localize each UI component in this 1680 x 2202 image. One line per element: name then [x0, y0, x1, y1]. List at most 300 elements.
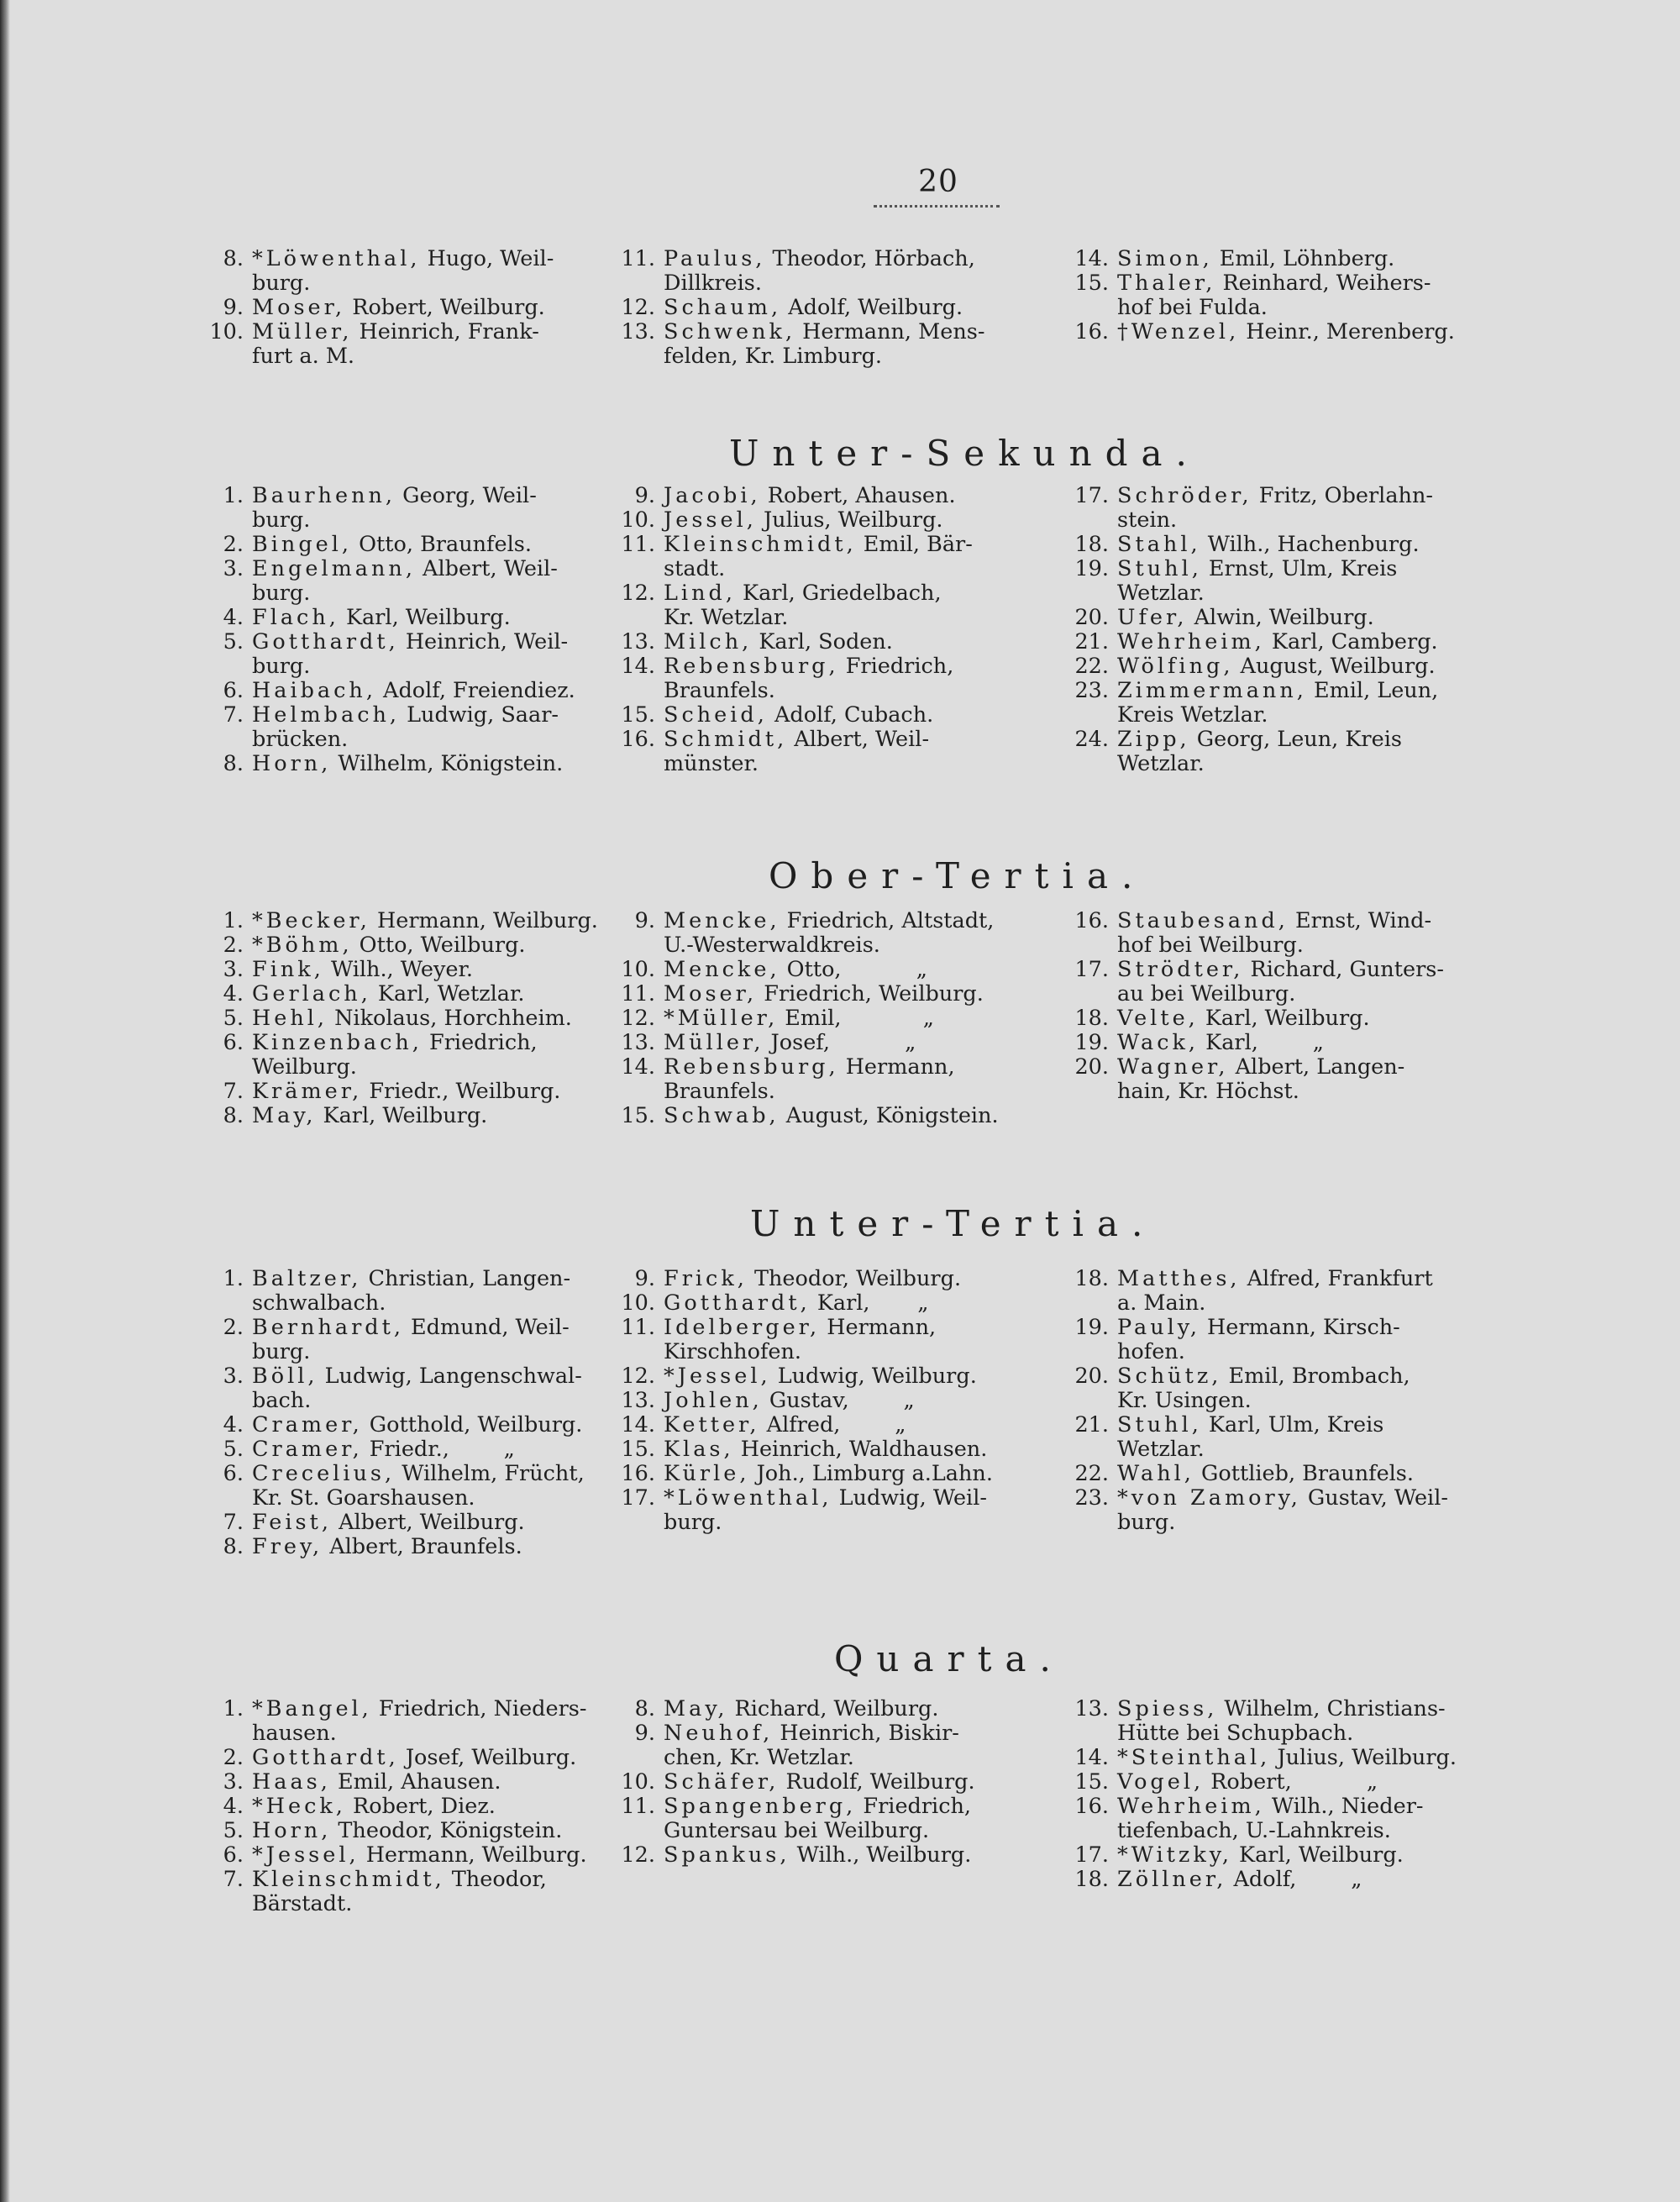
entry-surname: Moser, — [664, 981, 758, 1006]
entry-number: 1. — [223, 908, 244, 933]
entry-surname: *Löwenthal, — [664, 1485, 832, 1511]
entry-details: Alfred, „ — [759, 1412, 906, 1437]
entry-surname: Spiess, — [1117, 1696, 1218, 1721]
entry-number: 17. — [1074, 1842, 1109, 1868]
entry-surname: Stahl, — [1117, 532, 1201, 557]
entry-surname: Schütz, — [1117, 1364, 1222, 1389]
entry-details: Wilh., Nieder- — [1264, 1794, 1424, 1819]
entry-surname: Horn, — [252, 751, 332, 776]
entry-number: 12. — [621, 581, 655, 606]
entry-details: Reinhard, Weihers- — [1215, 271, 1431, 296]
entry-surname: Mencke, — [664, 957, 780, 982]
entry-surname: Müller, — [664, 1030, 764, 1055]
entry-surname: Scheid, — [664, 702, 768, 728]
entry-details: Ludwig, Weil- — [832, 1485, 987, 1511]
entry-surname: Bingel, — [252, 532, 352, 557]
entry-surname: *Löwenthal, — [252, 246, 421, 271]
entry-number: 14. — [1074, 1745, 1109, 1770]
entry-details: Hermann, Kirsch- — [1200, 1315, 1400, 1340]
entry-surname: Krämer, — [252, 1079, 363, 1104]
entry-details: Friedr., Weilburg. — [362, 1079, 561, 1104]
entry-details: Heinr., Merenberg. — [1239, 319, 1455, 344]
entry-number: 7. — [223, 702, 244, 728]
entry-continuation: Kr. St. Goarshausen. — [252, 1485, 475, 1511]
entry-details: Robert, Diez. — [345, 1794, 496, 1819]
entry-details: Adolf, „ — [1226, 1867, 1362, 1892]
entry-surname: Kürle, — [664, 1461, 750, 1486]
entry-continuation: hain, Kr. Höchst. — [1117, 1079, 1299, 1104]
entry-continuation: bach. — [252, 1388, 312, 1413]
entry-details: Karl, Soden. — [752, 629, 893, 654]
entry-number: 11. — [621, 532, 655, 557]
entry-details: Friedrich, Nieders- — [371, 1696, 587, 1721]
entry-details: Otto, „ — [780, 957, 927, 982]
entry-number: 12. — [621, 1842, 655, 1868]
entry-details: Joh., Limburg a.Lahn. — [749, 1461, 993, 1486]
entry-details: Karl, Weilburg. — [1231, 1842, 1404, 1868]
entry-surname: Wack, — [1117, 1030, 1200, 1055]
entry-surname: Frick, — [664, 1266, 748, 1291]
entry-number: 9. — [634, 1721, 655, 1746]
entry-number: 2. — [223, 1745, 244, 1770]
entry-continuation: hof bei Fulda. — [1117, 295, 1268, 320]
entry-number: 2. — [223, 532, 244, 557]
entry-surname: Zimmermann, — [1117, 678, 1307, 703]
entry-number: 15. — [621, 702, 655, 728]
entry-details: Karl, Ulm, Kreis — [1201, 1412, 1384, 1437]
entry-number: 16. — [1074, 1794, 1109, 1819]
entry-surname: Cramer, — [252, 1412, 363, 1437]
entry-number: 14. — [1074, 246, 1109, 271]
entry-number: 18. — [1074, 1006, 1109, 1031]
section-title-unter-tertia: Unter-Tertia. — [750, 1203, 1157, 1244]
entry-surname: Lind, — [664, 581, 736, 606]
entry-number: 8. — [634, 1696, 655, 1721]
entry-number: 8. — [223, 751, 244, 776]
entry-surname: Flach, — [252, 605, 339, 630]
entry-details: Richard, Weilburg. — [727, 1696, 939, 1721]
entry-number: 8. — [223, 1534, 244, 1559]
entry-continuation: schwalbach. — [252, 1290, 386, 1316]
entry-details: Emil, Bär- — [856, 532, 973, 557]
entry-details: Wilhelm, Frücht, — [395, 1461, 585, 1486]
entry-continuation: burg. — [252, 271, 311, 296]
entry-surname: Paulus, — [664, 246, 766, 271]
entry-details: Karl, Weilburg. — [1198, 1006, 1370, 1031]
entry-continuation: Wetzlar. — [1117, 751, 1205, 776]
entry-surname: Schwenk, — [664, 319, 796, 344]
entry-details: August, Weilburg. — [1233, 654, 1436, 679]
entry-surname: *Witzky, — [1117, 1842, 1232, 1868]
entry-details: Karl, Weilburg. — [316, 1103, 488, 1128]
entry-surname: Spangenberg, — [664, 1794, 857, 1819]
entry-surname: Pauly, — [1117, 1315, 1200, 1340]
entry-surname: Strödter, — [1117, 957, 1244, 982]
entry-number: 20. — [1074, 1364, 1109, 1389]
entry-number: 6. — [223, 1030, 244, 1055]
entry-surname: *Heck, — [252, 1794, 346, 1819]
entry-continuation: Bärstadt. — [252, 1891, 353, 1916]
entry-number: 19. — [1074, 556, 1109, 581]
entry-number: 1. — [223, 1266, 244, 1291]
entry-surname: Jessel, — [664, 507, 757, 533]
entry-continuation: Guntersau bei Weilburg. — [664, 1818, 930, 1843]
entry-surname: Böll, — [252, 1364, 318, 1389]
entry-number: 17. — [1074, 483, 1109, 508]
entry-number: 11. — [621, 1315, 655, 1340]
entry-continuation: Hütte bei Schupbach. — [1117, 1721, 1354, 1746]
entry-continuation: Weilburg. — [252, 1054, 357, 1080]
entry-surname: Gerlach, — [252, 981, 371, 1006]
entry-details: Karl, „ — [810, 1290, 929, 1316]
entry-number: 20. — [1074, 605, 1109, 630]
entry-continuation: chen, Kr. Wetzlar. — [664, 1745, 854, 1770]
entry-details: Ernst, Ulm, Kreis — [1201, 556, 1398, 581]
entry-details: Friedrich, — [838, 654, 954, 679]
entry-surname: Spankus, — [664, 1842, 790, 1868]
entry-details: Ludwig, Weilburg. — [770, 1364, 977, 1389]
entry-number: 11. — [621, 981, 655, 1006]
entry-surname: Schaum, — [664, 295, 782, 320]
entry-continuation: Braunfels. — [664, 1079, 775, 1104]
entry-number: 14. — [621, 654, 655, 679]
entry-continuation: furt a. M. — [252, 344, 355, 369]
section-title-ober-tertia: Ober-Tertia. — [769, 855, 1147, 896]
entry-number: 24. — [1074, 727, 1109, 752]
entry-surname: Gotthardt, — [252, 629, 399, 654]
entry-details: Hermann, — [820, 1315, 937, 1340]
entry-surname: Mencke, — [664, 908, 780, 933]
entry-number: 6. — [223, 678, 244, 703]
entry-details: Friedrich, — [856, 1794, 972, 1819]
entry-surname: Gotthardt, — [664, 1290, 811, 1316]
entry-number: 6. — [223, 1842, 244, 1868]
entry-surname: *Böhm, — [252, 933, 353, 958]
entry-details: Ludwig, Langenschwal- — [318, 1364, 582, 1389]
entry-details: Emil, Brombach, — [1221, 1364, 1410, 1389]
entry-details: Karl, Camberg. — [1264, 629, 1438, 654]
entry-continuation: Braunfels. — [664, 678, 775, 703]
entry-number: 23. — [1074, 1485, 1109, 1511]
entry-continuation: hofen. — [1117, 1339, 1185, 1364]
entry-details: Wilh., Weilburg. — [790, 1842, 972, 1868]
entry-number: 8. — [223, 1103, 244, 1128]
entry-surname: Milch, — [664, 629, 753, 654]
entry-surname: Wahl, — [1117, 1461, 1194, 1486]
entry-number: 1. — [223, 483, 244, 508]
entry-surname: Stuhl, — [1117, 556, 1202, 581]
entry-surname: Kinzenbach, — [252, 1030, 423, 1055]
entry-continuation: Wetzlar. — [1117, 1437, 1205, 1462]
entry-details: Albert, Weil- — [787, 727, 930, 752]
entry-details: Theodor, Weilburg. — [747, 1266, 962, 1291]
entry-number: 16. — [1074, 908, 1109, 933]
entry-details: Albert, Langen- — [1228, 1054, 1405, 1080]
entry-details: Hugo, Weil- — [420, 246, 554, 271]
entry-continuation: Kreis Wetzlar. — [1117, 702, 1268, 728]
entry-continuation: U.-Westerwaldkreis. — [664, 933, 880, 958]
entry-details: Theodor, Königstein. — [331, 1818, 563, 1843]
entry-number: 13. — [621, 319, 655, 344]
entry-number: 2. — [223, 933, 244, 958]
entry-details: Heinrich, Biskir- — [773, 1721, 959, 1746]
entry-surname: *Becker, — [252, 908, 370, 933]
entry-number: 15. — [1074, 1769, 1109, 1795]
entry-details: Friedrich, Weilburg. — [757, 981, 984, 1006]
entry-details: Georg, Leun, Kreis — [1189, 727, 1402, 752]
entry-surname: Hehl, — [252, 1006, 328, 1031]
entry-number: 3. — [223, 556, 244, 581]
entry-number: 7. — [223, 1867, 244, 1892]
entry-number: 4. — [223, 1794, 244, 1819]
entry-details: Hermann, Weilburg. — [370, 908, 598, 933]
entry-details: Rudolf, Weilburg. — [779, 1769, 975, 1795]
entry-surname: *von Zamory, — [1117, 1485, 1301, 1511]
entry-details: Richard, Gunters- — [1243, 957, 1444, 982]
entry-surname: Simon, — [1117, 246, 1213, 271]
entry-details: Robert, Weilburg. — [345, 295, 545, 320]
entry-number: 2. — [223, 1315, 244, 1340]
entry-details: Wilhelm, Christians- — [1217, 1696, 1446, 1721]
entry-number: 17. — [621, 1485, 655, 1511]
entry-details: Nikolaus, Horchheim. — [328, 1006, 572, 1031]
entry-number: 20. — [1074, 1054, 1109, 1080]
entry-details: Emil, „ — [778, 1006, 934, 1031]
entry-surname: Stuhl, — [1117, 1412, 1202, 1437]
entry-details: Heinrich, Waldhausen. — [733, 1437, 988, 1462]
entry-details: Karl, „ — [1199, 1030, 1324, 1055]
entry-number: 23. — [1074, 678, 1109, 703]
entry-details: Josef, „ — [764, 1030, 916, 1055]
entry-surname: Ketter, — [664, 1412, 760, 1437]
entry-continuation: au bei Weilburg. — [1117, 981, 1296, 1006]
entry-details: Gustav, Weil- — [1300, 1485, 1448, 1511]
entry-surname: Cramer, — [252, 1437, 363, 1462]
entry-surname: *Müller, — [664, 1006, 779, 1031]
entry-surname: Fink, — [252, 957, 324, 982]
entry-surname: May, — [664, 1696, 728, 1721]
entry-number: 8. — [223, 246, 244, 271]
entry-number: 15. — [621, 1103, 655, 1128]
entry-number: 11. — [621, 246, 655, 271]
entry-continuation: burg. — [252, 581, 311, 606]
entry-surname: Kleinschmidt, — [664, 532, 857, 557]
entry-surname: Schmidt, — [664, 727, 788, 752]
entry-continuation: brücken. — [252, 727, 349, 752]
entry-surname: May, — [252, 1103, 317, 1128]
entry-surname: Jacobi, — [664, 483, 761, 508]
entry-surname: Rebensburg, — [664, 654, 839, 679]
entry-surname: Haibach, — [252, 678, 376, 703]
entry-details: Wilh., Weyer. — [323, 957, 473, 982]
entry-surname: Feist, — [252, 1510, 332, 1535]
entry-number: 12. — [621, 1364, 655, 1389]
entry-details: Wilh., Hachenburg. — [1200, 532, 1420, 557]
entry-number: 16. — [621, 727, 655, 752]
entry-details: Otto, Braunfels. — [352, 532, 532, 557]
entry-surname: Zipp, — [1117, 727, 1190, 752]
entry-details: Gotthold, Weilburg. — [362, 1412, 583, 1437]
entry-details: Gustav, „ — [762, 1388, 915, 1413]
entry-number: 17. — [1074, 957, 1109, 982]
entry-surname: Wagner, — [1117, 1054, 1229, 1080]
section-title-quarta: Quarta. — [834, 1638, 1064, 1679]
entry-details: Robert, Ahausen. — [760, 483, 956, 508]
entry-surname: Johlen, — [664, 1388, 763, 1413]
entry-surname: Baltzer, — [252, 1266, 362, 1291]
entry-number: 13. — [621, 629, 655, 654]
entry-surname: Thaler, — [1117, 271, 1216, 296]
entry-surname: Horn, — [252, 1818, 332, 1843]
entry-details: Emil, Ahausen. — [330, 1769, 501, 1795]
entry-surname: *Jessel, — [252, 1842, 360, 1868]
entry-number: 13. — [1074, 1696, 1109, 1721]
entry-number: 1. — [223, 1696, 244, 1721]
entry-number: 18. — [1074, 1266, 1109, 1291]
entry-surname: Helmbach, — [252, 702, 401, 728]
entry-surname: Frey, — [252, 1534, 323, 1559]
entry-continuation: Dillkreis. — [664, 271, 762, 296]
entry-details: Heinrich, Frank- — [352, 319, 539, 344]
entry-details: Edmund, Weil- — [403, 1315, 570, 1340]
entry-details: Karl, Wetzlar. — [370, 981, 525, 1006]
entry-details: Adolf, Cubach. — [767, 702, 934, 728]
entry-surname: Wehrheim, — [1117, 1794, 1265, 1819]
entry-details: Emil, Löhnberg. — [1212, 246, 1395, 271]
entry-continuation: stein. — [1117, 507, 1178, 533]
entry-number: 3. — [223, 1364, 244, 1389]
page-number-ornament — [874, 200, 1000, 208]
entry-details: Adolf, Freiendiez. — [375, 678, 575, 703]
entry-number: 22. — [1074, 1461, 1109, 1486]
entry-details: Ernst, Wind- — [1288, 908, 1432, 933]
entry-number: 4. — [223, 605, 244, 630]
entry-details: Karl, Weilburg. — [339, 605, 511, 630]
entry-details: Albert, Weil- — [415, 556, 558, 581]
entry-continuation: burg. — [252, 1339, 311, 1364]
entry-continuation: Kr. Wetzlar. — [664, 605, 789, 630]
entry-number: 10. — [621, 1290, 655, 1316]
entry-number: 16. — [1074, 319, 1109, 344]
entry-surname: *Bangel, — [252, 1696, 372, 1721]
entry-surname: Schröder, — [1117, 483, 1252, 508]
entry-continuation: tiefenbach, U.-Lahnkreis. — [1117, 1818, 1391, 1843]
entry-number: 13. — [621, 1030, 655, 1055]
entry-number: 19. — [1074, 1315, 1109, 1340]
entry-details: Karl, Griedelbach, — [735, 581, 942, 606]
entry-surname: Staubesand, — [1117, 908, 1289, 933]
entry-number: 9. — [634, 483, 655, 508]
entry-details: Josef, Weilburg. — [398, 1745, 577, 1770]
entry-number: 18. — [1074, 1867, 1109, 1892]
entry-details: Wilhelm, Königstein. — [331, 751, 564, 776]
entry-details: Julius, Weilburg. — [756, 507, 943, 533]
entry-details: Hermann, — [838, 1054, 955, 1080]
entry-number: 22. — [1074, 654, 1109, 679]
entry-continuation: burg. — [252, 654, 311, 679]
entry-surname: Neuhof, — [664, 1721, 774, 1746]
entry-surname: Schäfer, — [664, 1769, 780, 1795]
entry-number: 16. — [621, 1461, 655, 1486]
entry-number: 6. — [223, 1461, 244, 1486]
entry-number: 5. — [223, 1818, 244, 1843]
entry-number: 10. — [209, 319, 244, 344]
entry-surname: Velte, — [1117, 1006, 1199, 1031]
entry-details: Gottlieb, Braunfels. — [1194, 1461, 1415, 1486]
entry-details: Friedrich, — [422, 1030, 538, 1055]
entry-number: 3. — [223, 1769, 244, 1795]
entry-details: August, Königstein. — [779, 1103, 999, 1128]
entry-number: 21. — [1074, 1412, 1109, 1437]
entry-continuation: burg. — [1117, 1510, 1176, 1535]
entry-details: Georg, Weil- — [396, 483, 537, 508]
entry-surname: Baurhenn, — [252, 483, 396, 508]
entry-details: Christian, Langen- — [361, 1266, 571, 1291]
entry-details: Friedr., „ — [362, 1437, 515, 1462]
entry-surname: *Steinthal, — [1117, 1745, 1271, 1770]
entry-number: 13. — [621, 1388, 655, 1413]
entry-details: Theodor, Hörbach, — [765, 246, 975, 271]
entry-continuation: hausen. — [252, 1721, 337, 1746]
entry-surname: Matthes, — [1117, 1266, 1241, 1291]
entry-number: 21. — [1074, 629, 1109, 654]
entry-surname: Engelmann, — [252, 556, 416, 581]
entry-surname: Müller, — [252, 319, 353, 344]
entry-surname: *Jessel, — [664, 1364, 771, 1389]
section-title-unter-sekunda: Unter-Sekunda. — [729, 433, 1200, 474]
entry-number: 10. — [621, 507, 655, 533]
entry-number: 4. — [223, 981, 244, 1006]
entry-number: 5. — [223, 629, 244, 654]
entry-details: Fritz, Oberlahn- — [1252, 483, 1433, 508]
entry-number: 11. — [621, 1794, 655, 1819]
entry-number: 14. — [621, 1412, 655, 1437]
entry-surname: Schwab, — [664, 1103, 780, 1128]
entry-surname: Bernhardt, — [252, 1315, 404, 1340]
entry-number: 19. — [1074, 1030, 1109, 1055]
entry-number: 12. — [621, 295, 655, 320]
entry-number: 12. — [621, 1006, 655, 1031]
entry-details: Robert, „ — [1204, 1769, 1378, 1795]
entry-details: Albert, Weilburg. — [331, 1510, 525, 1535]
entry-surname: Klas, — [664, 1437, 734, 1462]
entry-details: Alwin, Weilburg. — [1187, 605, 1374, 630]
entry-surname: Crecelius, — [252, 1461, 396, 1486]
entry-number: 9. — [634, 908, 655, 933]
entry-surname: Haas, — [252, 1769, 331, 1795]
entry-surname: Gotthardt, — [252, 1745, 399, 1770]
entry-number: 9. — [634, 1266, 655, 1291]
entry-details: Friedrich, Altstadt, — [780, 908, 995, 933]
entry-details: Theodor, — [444, 1867, 547, 1892]
entry-continuation: burg. — [664, 1510, 722, 1535]
entry-continuation: burg. — [252, 507, 311, 533]
entry-number: 15. — [1074, 271, 1109, 296]
entry-details: Hermann, Mens- — [795, 319, 985, 344]
entry-number: 9. — [223, 295, 244, 320]
entry-continuation: münster. — [664, 751, 759, 776]
entry-number: 7. — [223, 1079, 244, 1104]
entry-surname: Rebensburg, — [664, 1054, 839, 1080]
entry-details: Emil, Leun, — [1306, 678, 1439, 703]
entry-continuation: Kr. Usingen. — [1117, 1388, 1252, 1413]
entry-number: 18. — [1074, 532, 1109, 557]
entry-continuation: Wetzlar. — [1117, 581, 1205, 606]
entry-details: Julius, Weilburg. — [1270, 1745, 1457, 1770]
entry-surname: †Wenzel, — [1117, 319, 1240, 344]
entry-number: 5. — [223, 1437, 244, 1462]
entry-number: 5. — [223, 1006, 244, 1031]
